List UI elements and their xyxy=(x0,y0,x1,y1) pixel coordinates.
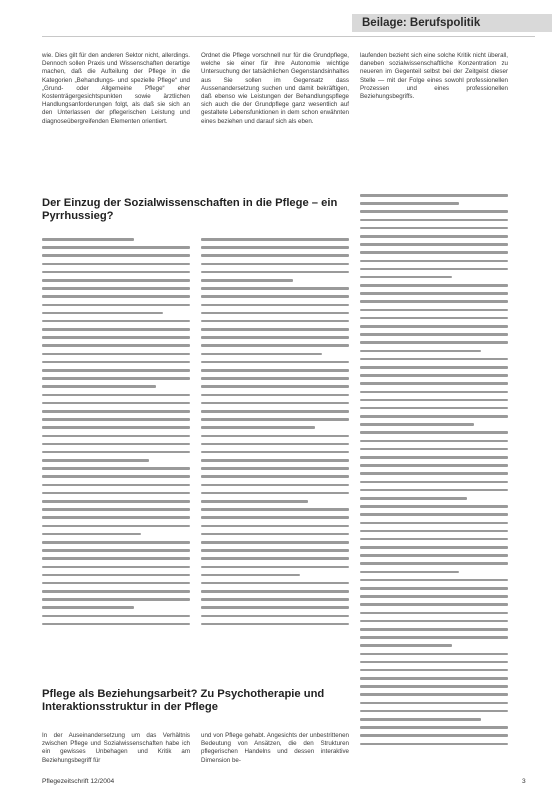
text-line xyxy=(201,304,349,307)
text-line xyxy=(360,726,508,729)
text-line xyxy=(42,508,190,511)
text-line xyxy=(201,557,349,560)
text-line xyxy=(201,508,349,511)
article-body-column-1 xyxy=(42,238,190,634)
header-rule xyxy=(42,36,535,37)
intro-column-2 xyxy=(201,52,349,192)
text-line xyxy=(360,358,508,361)
text-line xyxy=(360,300,508,303)
text-line xyxy=(360,235,508,238)
text-line xyxy=(42,623,190,626)
text-line xyxy=(42,336,190,339)
text-line xyxy=(201,500,308,503)
text-line xyxy=(201,287,349,290)
text-line xyxy=(360,415,508,418)
text-line xyxy=(42,492,190,495)
text-line xyxy=(360,407,508,410)
text-line xyxy=(42,525,190,528)
text-line xyxy=(360,309,508,312)
text-line xyxy=(360,210,508,213)
text-line xyxy=(360,284,508,287)
text-line xyxy=(360,227,508,230)
text-line xyxy=(360,374,508,377)
text-line xyxy=(360,661,508,664)
text-line xyxy=(201,492,349,495)
article-body-column-2 xyxy=(201,238,349,634)
article3-column-1 xyxy=(42,732,190,768)
text-line xyxy=(42,361,190,364)
text-line xyxy=(42,484,190,487)
text-line xyxy=(201,394,349,397)
text-line xyxy=(360,644,452,647)
text-line xyxy=(42,459,149,462)
text-line xyxy=(360,718,481,721)
text-line xyxy=(42,615,190,618)
text-line xyxy=(360,456,508,459)
text-line xyxy=(360,538,508,541)
text-line xyxy=(360,554,508,557)
article3-column-2 xyxy=(201,732,349,768)
text-line xyxy=(360,628,508,631)
text-line xyxy=(201,451,349,454)
section-label: Beilage: Berufspolitik xyxy=(352,14,552,32)
text-line xyxy=(42,541,190,544)
text-line xyxy=(201,484,349,487)
text-line xyxy=(42,598,190,601)
text-line xyxy=(201,541,349,544)
text-line xyxy=(201,582,349,585)
text-line xyxy=(360,431,508,434)
text-line xyxy=(201,467,349,470)
text-line xyxy=(201,590,349,593)
text-line xyxy=(360,423,474,426)
text-line xyxy=(360,472,508,475)
text-line xyxy=(201,598,349,601)
text-line xyxy=(360,219,508,222)
text-line xyxy=(201,533,349,536)
intro-column-1 xyxy=(42,52,190,192)
text-line xyxy=(42,426,190,429)
text-line xyxy=(201,402,349,405)
text-line xyxy=(360,333,508,336)
text-line xyxy=(360,341,508,344)
text-line xyxy=(360,440,508,443)
text-line xyxy=(360,620,508,623)
text-line xyxy=(42,254,190,257)
text-line xyxy=(360,595,508,598)
text-line xyxy=(360,636,508,639)
article-heading-sozialwissenschaften: Der Einzug der Sozialwissenschaften in die Pflege – ein Pyrrhussieg? xyxy=(42,197,338,222)
intro-text-3: laufenden bezieht sich eine solche Kritik nicht überall, daneben sozialwissenschaftliche Konzentration zu neueren im Gegenteil selbst bei der Zeitgeist dieser Stelle — mit der Folge eines sowohl professionellen Prozessen und eines professionellen Beziehungsbegriffs. xyxy=(360,52,508,101)
text-line xyxy=(360,562,508,565)
text-line xyxy=(42,344,190,347)
text-line xyxy=(360,603,508,606)
text-line xyxy=(360,317,508,320)
text-line xyxy=(360,530,508,533)
text-line xyxy=(201,312,349,315)
text-line xyxy=(42,418,190,421)
text-line xyxy=(201,254,349,257)
text-line xyxy=(360,677,508,680)
text-line xyxy=(201,271,349,274)
text-line xyxy=(360,743,508,746)
text-line xyxy=(201,623,349,626)
text-line xyxy=(360,481,508,484)
text-line xyxy=(201,525,349,528)
text-line xyxy=(201,361,349,364)
text-line xyxy=(42,582,190,585)
text-line xyxy=(201,320,349,323)
text-line xyxy=(201,336,349,339)
text-line xyxy=(360,587,508,590)
article-heading-beziehungsarbeit: Pflege als Beziehungsarbeit? Zu Psychotherapie und Interaktionsstruktur in der Pflege xyxy=(42,688,325,713)
text-line xyxy=(201,566,349,569)
text-line xyxy=(360,366,508,369)
text-line xyxy=(201,369,349,372)
text-line xyxy=(42,394,190,397)
text-line xyxy=(42,467,190,470)
text-line xyxy=(42,295,190,298)
text-line xyxy=(360,497,467,500)
text-line xyxy=(42,385,156,388)
text-line xyxy=(360,382,508,385)
text-line xyxy=(360,522,508,525)
intro-column-3 xyxy=(360,52,508,192)
text-line xyxy=(201,246,349,249)
text-line xyxy=(360,448,508,451)
text-line xyxy=(201,328,349,331)
text-line xyxy=(42,557,190,560)
text-line xyxy=(201,549,349,552)
text-line xyxy=(360,669,508,672)
text-line xyxy=(360,513,508,516)
text-line xyxy=(360,260,508,263)
page-number: 3 xyxy=(522,778,526,785)
text-line xyxy=(201,385,349,388)
text-line xyxy=(42,566,190,569)
text-line xyxy=(201,606,349,609)
text-line xyxy=(201,410,349,413)
intro-text-1: wie. Dies gilt für den anderen Sektor nicht, allerdings. Dennoch sollen Praxis und Wissenschaften derartige machen, daß die Aufteilung der Pflege in die Kategorien „Behandlungs- und spezielle Pflege“ und „Grund- oder Allgemeine Pflege“ eher Kostenträgergesichtspunkten sowie ärztlichen Handlungsanforderungen folgt, als daß sie sich an den Unterlassen der pflegerischen Leistung und diagnoseübergreifenden Elementen orientiert. xyxy=(42,52,190,125)
text-line xyxy=(360,653,508,656)
text-line xyxy=(360,194,508,197)
text-line xyxy=(201,516,349,519)
text-line xyxy=(42,287,190,290)
text-line xyxy=(42,377,190,380)
text-line xyxy=(42,606,134,609)
text-line xyxy=(201,615,349,618)
text-line xyxy=(360,612,508,615)
text-line xyxy=(201,475,349,478)
text-line xyxy=(201,263,349,266)
footer-journal: Pflegezeitschrift 12/2004 xyxy=(42,778,115,785)
text-line xyxy=(360,325,508,328)
text-line xyxy=(42,271,190,274)
text-line xyxy=(360,710,508,713)
text-line xyxy=(42,246,190,249)
text-line xyxy=(201,443,349,446)
text-line xyxy=(42,402,190,405)
text-line xyxy=(42,328,190,331)
text-line xyxy=(201,426,315,429)
text-line xyxy=(201,435,349,438)
article3-text-1: In der Auseinandersetzung um das Verhältnis zwischen Pflege und Sozialwissenschaften habe ich ein gewisses Unbehagen und Kritik am Beziehungsbegriff für xyxy=(42,732,190,764)
text-line xyxy=(360,243,508,246)
text-line xyxy=(360,489,508,492)
text-line xyxy=(42,304,190,307)
text-line xyxy=(360,350,481,353)
text-line xyxy=(360,546,508,549)
text-line xyxy=(42,263,190,266)
text-line xyxy=(201,295,349,298)
text-line xyxy=(201,353,322,356)
text-line xyxy=(42,238,134,241)
article-body-column-3 xyxy=(360,194,508,758)
text-line xyxy=(360,268,508,271)
text-line xyxy=(360,505,508,508)
text-line xyxy=(360,276,452,279)
text-line xyxy=(42,533,141,536)
text-line xyxy=(42,451,190,454)
text-line xyxy=(360,579,508,582)
text-line xyxy=(42,279,190,282)
text-line xyxy=(201,574,300,577)
text-line xyxy=(360,702,508,705)
text-line xyxy=(42,312,163,315)
text-line xyxy=(360,391,508,394)
text-line xyxy=(42,590,190,593)
text-line xyxy=(42,443,190,446)
text-line xyxy=(360,571,459,574)
text-line xyxy=(360,202,459,205)
text-line xyxy=(42,353,190,356)
text-line xyxy=(42,574,190,577)
text-line xyxy=(42,516,190,519)
text-line xyxy=(201,279,293,282)
text-line xyxy=(201,459,349,462)
intro-text-2: Ordnet die Pflege vorschnell nur für die Grundpflege, welche sie einer für ihre Autonomie wichtige Untersuchung der tatsächlichen Gegenstandsinhaltes aus Sie sollen im Gegensatz dass Aussenandersetzung suchen und damit bekräftigen, daß ebenso wie Leistungen der Behandlungspflege sich auch die der Grundpflege ganz wesentlich auf gestaltete Lebensfunktionen in dem schon erwähnten eines beziehen und darauf sich als eben. xyxy=(201,52,349,125)
text-line xyxy=(42,500,190,503)
text-line xyxy=(42,369,190,372)
text-line xyxy=(360,734,508,737)
text-line xyxy=(201,377,349,380)
text-line xyxy=(201,344,349,347)
text-line xyxy=(360,464,508,467)
text-line xyxy=(360,251,508,254)
text-line xyxy=(201,418,349,421)
text-line xyxy=(360,685,508,688)
article3-text-2: und von Pflege gehabt. Angesichts der unbestrittenen Bedeutung von Ansätzen, die den Strukturen pflegerischen Handelns und dessen interaktive Dimension be- xyxy=(201,732,349,764)
text-line xyxy=(42,410,190,413)
text-line xyxy=(360,292,508,295)
text-line xyxy=(42,320,190,323)
text-line xyxy=(42,435,190,438)
text-line xyxy=(360,399,508,402)
text-line xyxy=(42,475,190,478)
text-line xyxy=(42,549,190,552)
text-line xyxy=(201,238,349,241)
text-line xyxy=(360,693,508,696)
